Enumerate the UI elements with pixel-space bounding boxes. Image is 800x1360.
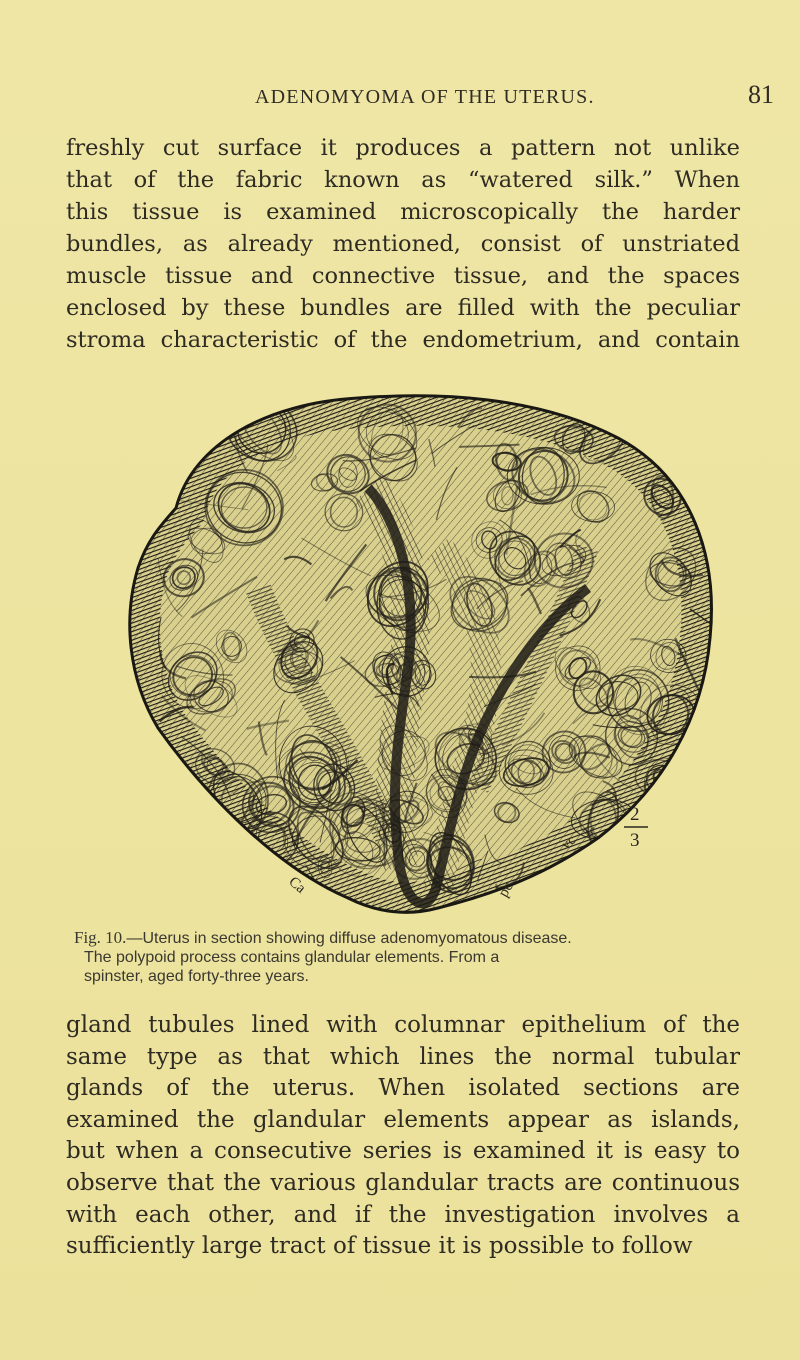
text-line: with each other, and if the investigation involves a (66, 1201, 740, 1228)
text-line: observe that the various glandular tracts are continuous (66, 1169, 740, 1196)
label-ca: Ca (285, 873, 309, 897)
label-ic: Ic (582, 823, 600, 842)
uterus-section-illustration (118, 368, 720, 923)
text-line: sufficiently large tract of tissue it is possible to follow (66, 1233, 693, 1260)
text-line: glands of the uterus. When isolated sections are (66, 1075, 740, 1102)
text-line: stroma characteristic of the endometrium, and contain (66, 327, 740, 353)
fiber-stroke (238, 850, 243, 873)
page-number: 81 (748, 80, 774, 109)
text-line: this tissue is examined microscopically the harder (66, 199, 740, 225)
fiber-stroke (685, 423, 695, 491)
whorl-stroke (168, 850, 191, 867)
fiber-stroke (615, 837, 670, 851)
text-line: freshly cut surface it produces a pattern not unlike (66, 135, 740, 161)
whorl-stroke (157, 838, 203, 879)
label-2: 2 (630, 804, 640, 825)
caption-line-3: spinster, aged forty-three years. (84, 968, 309, 985)
label-vc: vc (558, 833, 579, 854)
fiber-stroke (164, 787, 194, 798)
text-line: bundles, as already mentioned, consist of unstriated (66, 231, 740, 257)
label-3: 3 (630, 830, 640, 851)
text-line: gland tubules lined with columnar epithelium of the (66, 1012, 740, 1038)
text-line: but when a consecutive series is examined it is easy to (66, 1138, 740, 1165)
caption-line-2: The polypoid process contains glandular elements. From a (84, 949, 500, 966)
whorl-stroke (163, 841, 196, 877)
text-line: that of the fabric known as “watered silk.” When (66, 167, 740, 193)
fiber-stroke (165, 832, 214, 840)
text-line: same type as that which lines the normal tubular (66, 1043, 740, 1070)
label-pc: pc (495, 879, 517, 900)
fiber-stroke (646, 825, 649, 878)
paragraph-top (66, 132, 740, 356)
text-line: muscle tissue and connective tissue, and the spaces (66, 263, 740, 289)
figure-caption (74, 928, 734, 986)
whorl-stroke (161, 847, 199, 870)
fiber-stroke (659, 432, 695, 476)
fiber-stroke (670, 788, 720, 804)
running-header: ADENOMYOMA OF THE UTERUS. (255, 86, 595, 108)
engraving-drawing (118, 368, 720, 923)
fiber-stroke (581, 881, 603, 884)
fiber-stroke (185, 408, 210, 422)
paragraph-bottom (66, 1010, 740, 1263)
figure-label: Fig. 10. (74, 928, 127, 947)
fiber-stroke (578, 869, 591, 923)
text-line: enclosed by these bundles are filled with the peculiar (66, 295, 740, 321)
text-line: examined the glandular elements appear as islands, (66, 1106, 740, 1133)
caption-line-1: —Uterus in section showing diffuse adenomyomatous disease. (126, 930, 572, 947)
fiber-stroke (177, 416, 244, 430)
